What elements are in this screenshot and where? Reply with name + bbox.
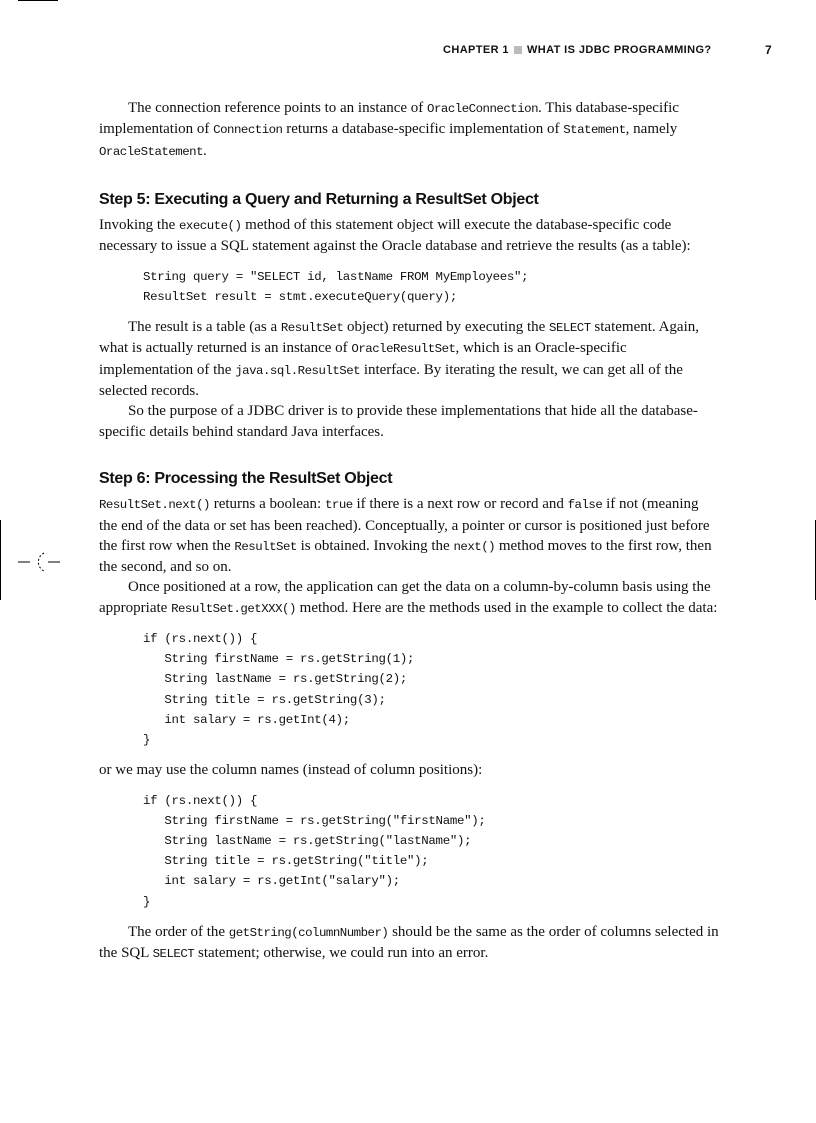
step6-paragraph-4: The order of the getString(columnNumber) should be the same as the order of columns selected in the SQL SELECT statement; otherwise, we could run into an error. (99, 923, 719, 962)
code-line: String title = rs.getString("title"); (143, 854, 429, 869)
step5-code-block (99, 267, 719, 307)
step6-code-block-1 (99, 629, 719, 750)
code-line: String firstName = rs.getString(1); (143, 652, 415, 667)
step6-code-block-2 (99, 791, 719, 912)
chapter-label: CHAPTER 1 (443, 44, 509, 56)
code-line: if (rs.next()) { (143, 632, 258, 647)
intro-paragraph: The connection reference points to an instance of OracleConnection. This database-specific implementation of Connection returns a database-specific implementation of Statement, namely OracleStatement. (99, 100, 679, 159)
code-line: ResultSet result = stmt.executeQuery(query); (143, 289, 457, 304)
code-line: } (143, 894, 151, 909)
code-line: String firstName = rs.getString("firstName"); (143, 813, 486, 828)
code-line: String lastName = rs.getString(2); (143, 672, 408, 687)
code-line: String query = "SELECT id, lastName FROM MyEmployees"; (143, 269, 529, 284)
step5-heading: Step 5: Executing a Query and Returning a ResultSet Object (99, 190, 539, 208)
code-line: if (rs.next()) { (143, 793, 258, 808)
separator-square-icon (514, 46, 522, 54)
step5-paragraph-1: Invoking the execute() method of this statement object will execute the database-specific code necessary to issue a SQL statement against the Oracle database and retrieve the results (as a table): (99, 217, 691, 255)
step6-paragraph-1: ResultSet.next() returns a boolean: true if there is a next row or record and false if not (meaning the end of the data or set has been reached). Conceptually, a pointer or cursor is positioned just before the first row when the ResultSet is obtained. Invoking the next() method moves to the first row, then the second, and so on. (99, 496, 712, 576)
crop-mark-top-left (18, 0, 58, 1)
code-line: int salary = rs.getInt("salary"); (143, 874, 400, 889)
code-line: String title = rs.getString(3); (143, 692, 386, 707)
step5-paragraph-2: The result is a table (as a ResultSet object) returned by executing the SELECT statement. Again, what is actually returned is an instance of OracleResultSet, which is an Oracle-specific implementation of the java.sql.ResultSet interface. By iterating the result, we can get all of the selected records. (99, 319, 699, 400)
crop-mark-left-vertical (0, 520, 1, 600)
page-number: 7 (765, 43, 772, 57)
step6-paragraph-2: Once positioned at a row, the application can get the data on a column-by-column basis using the appropriate ResultSet.getXXX() method. Here are the methods used in the example to collect the data: (99, 579, 718, 616)
step6-heading: Step 6: Processing the ResultSet Object (99, 469, 393, 487)
code-line: String lastName = rs.getString("lastName"); (143, 833, 472, 848)
chapter-title: WHAT IS JDBC PROGRAMMING? (526, 44, 712, 56)
running-header (443, 44, 712, 56)
code-line: int salary = rs.getInt(4); (143, 712, 350, 727)
step5-paragraph-3: So the purpose of a JDBC driver is to provide these implementations that hide all the database-specific details behind standard Java interfaces. (99, 403, 698, 440)
body-content (99, 98, 719, 964)
step6-paragraph-3: or we may use the column names (instead of column positions): (99, 762, 483, 779)
registration-mark-icon (18, 548, 62, 576)
code-line: } (143, 733, 151, 748)
